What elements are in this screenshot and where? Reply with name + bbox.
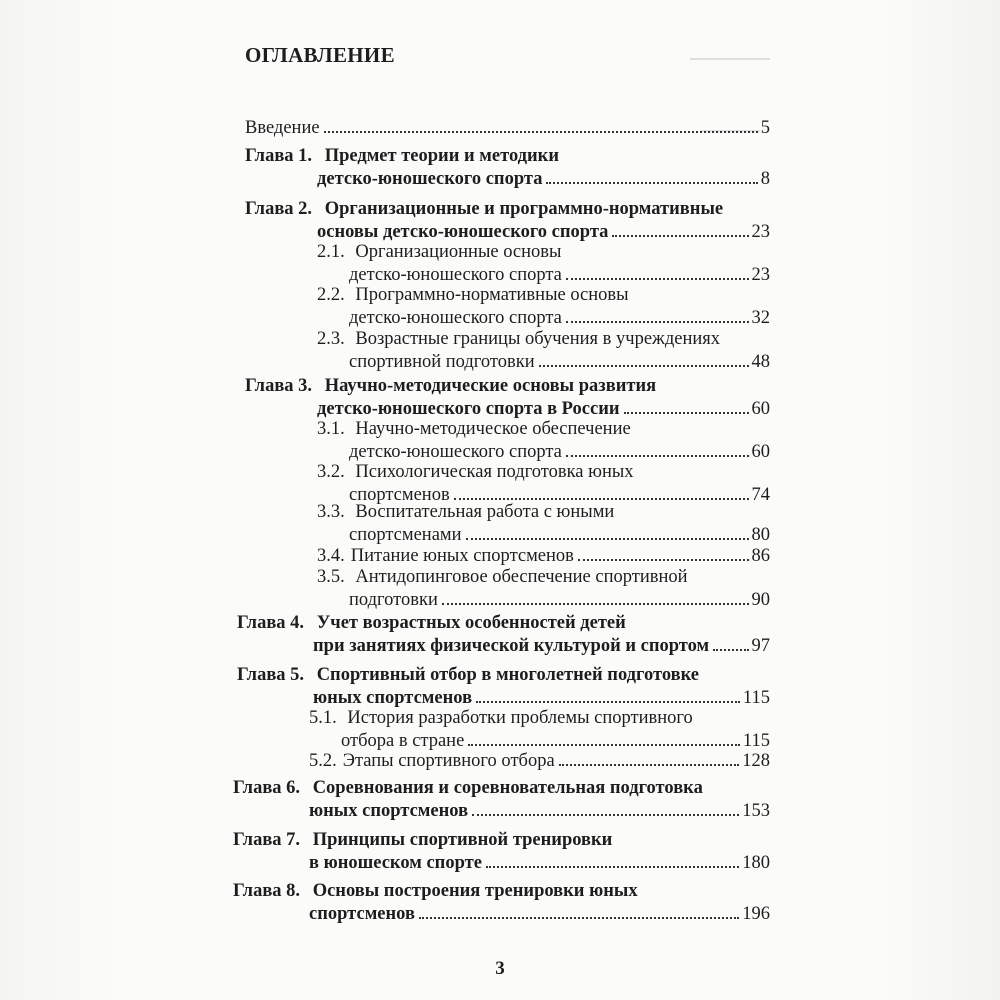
page-number: 3 [495, 958, 505, 979]
toc-entry-title-line2: основы детско-юношеского спорта [317, 222, 609, 242]
toc-page-number: 5 [760, 118, 770, 138]
toc-entry-chapter-1[interactable] [245, 145, 770, 191]
toc-page-number: 80 [751, 525, 770, 545]
toc-section-label: 3.1. [317, 419, 345, 439]
toc-page-number: 153 [742, 801, 770, 821]
toc-entry-title-line1: Учет возрастных особенностей детей [316, 613, 626, 633]
toc-entry-title-line2: детско-юношеского спорта [317, 169, 543, 189]
toc-chapter-label: Глава 5. [237, 665, 305, 685]
toc-entry-title-line1: Основы построения тренировки юных [312, 881, 638, 901]
leader-dots [624, 412, 749, 414]
toc-entry-title-line2: спортсменов [349, 485, 450, 505]
toc-entry-section-2-3[interactable] [317, 328, 770, 374]
toc-section-label: 3.4. [317, 546, 345, 566]
toc-entry-introduction[interactable] [245, 117, 770, 140]
toc-page-number: 86 [751, 546, 770, 566]
toc-entry-title-line1: Спортивный отбор в многолетней подготовке [316, 665, 700, 685]
toc-page-number: 60 [751, 442, 770, 462]
toc-entry-chapter-5[interactable] [237, 664, 770, 710]
toc-entry-title-line2: подготовки [349, 590, 438, 610]
toc-entry-chapter-7[interactable] [233, 829, 770, 875]
toc-entry-title-line2: детско-юношеского спорта [349, 442, 562, 462]
toc-page-number: 32 [751, 308, 770, 328]
toc-chapter-label: Глава 1. [245, 146, 313, 166]
toc-entry-chapter-3[interactable] [245, 375, 770, 421]
toc-entry-title-line2: юных спортсменов [313, 688, 473, 708]
toc-page-number: 90 [751, 590, 770, 610]
toc-entry-section-5-1[interactable] [309, 707, 770, 753]
toc-entry-title-line1: История разработки проблемы спортивного [347, 708, 693, 728]
toc-entry-title-line2: спортсменов [309, 904, 415, 924]
toc-page-number: 8 [760, 169, 770, 189]
toc-chapter-label: Глава 7. [233, 830, 301, 850]
toc-entry-title-line1: Психологическая подготовка юных [355, 462, 634, 482]
toc-entry-title-line1: Этапы спортивного отбора [342, 751, 555, 771]
toc-page-number: 115 [742, 731, 770, 751]
toc-entry-title-line1: Организационные основы [355, 242, 562, 262]
toc-section-label: 3.3. [317, 502, 345, 522]
leader-dots [476, 701, 740, 703]
toc-section-label: 5.1. [309, 708, 337, 728]
leader-dots [566, 455, 749, 457]
toc-entry-title-line1: Соревнования и соревновательная подготовка [312, 778, 703, 798]
bleed-through-mark [690, 58, 770, 60]
leader-dots [539, 365, 749, 367]
toc-section-label: 2.1. [317, 242, 345, 262]
toc-page-number: 74 [751, 485, 770, 505]
toc-entry-section-3-4[interactable] [317, 545, 770, 568]
toc-entry-title-line2: спортсменами [349, 525, 462, 545]
toc-entry-title-line2: отбора в стране [341, 731, 465, 751]
leader-dots [612, 235, 748, 237]
toc-entry-title-line1: Воспитательная работа с юными [355, 502, 615, 522]
toc-section-label: 3.2. [317, 462, 345, 482]
toc-entry-title-line2: спортивной подготовки [349, 352, 535, 372]
toc-page-number: 115 [742, 688, 770, 708]
toc-page-number: 196 [742, 904, 770, 924]
leader-dots [454, 498, 749, 500]
leader-dots [442, 603, 749, 605]
toc-entry-chapter-6[interactable] [233, 777, 770, 823]
toc-chapter-label: Глава 8. [233, 881, 301, 901]
toc-entry-chapter-4[interactable] [237, 612, 770, 658]
toc-entry-section-5-2[interactable] [309, 750, 770, 773]
leader-dots [566, 278, 749, 280]
toc-entry-title-line2: детско-юношеского спорта в России [317, 399, 620, 419]
toc-section-label: 2.2. [317, 285, 345, 305]
toc-section-label: 2.3. [317, 329, 345, 349]
toc-page-number: 23 [751, 265, 770, 285]
leader-dots [713, 649, 748, 651]
toc-entry-title-line2: детско-юношеского спорта [349, 308, 562, 328]
toc-entry-title-line1: Предмет теории и методики [324, 146, 559, 166]
toc-entry-section-2-2[interactable] [317, 284, 770, 330]
toc-entry-title-line1: Организационные и программно-нормативные [324, 199, 724, 219]
toc-entry-title-line1: Программно-нормативные основы [355, 285, 629, 305]
toc-section-label: 3.5. [317, 567, 345, 587]
toc-page-number: 60 [751, 399, 770, 419]
toc-page-number: 48 [751, 352, 770, 372]
toc-entry-label: Введение [245, 118, 320, 138]
toc-entry-title-line2: юных спортсменов [309, 801, 469, 821]
toc-page-number: 23 [751, 222, 770, 242]
toc-chapter-label: Глава 3. [245, 376, 313, 396]
leader-dots [559, 764, 740, 766]
leader-dots [486, 866, 739, 868]
leader-dots [546, 182, 757, 184]
toc-entry-title-line1: Антидопинговое обеспечение спортивной [355, 567, 688, 587]
leader-dots [468, 744, 740, 746]
leader-dots [472, 814, 739, 816]
toc-title: ОГЛАВЛЕНИЕ [245, 43, 395, 67]
toc-entry-title-line1: Научно-методические основы развития [324, 376, 657, 396]
toc-page-number: 97 [751, 636, 770, 656]
toc-entry-title-line1: Научно-методическое обеспечение [355, 419, 631, 439]
leader-dots [578, 559, 749, 561]
toc-entry-title-line1: Принципы спортивной тренировки [312, 830, 613, 850]
leader-dots [419, 917, 739, 919]
toc-entry-title-line2: при занятиях физической культурой и спортом [313, 636, 710, 656]
toc-section-label: 5.2. [309, 751, 337, 771]
toc-entry-title-line2: детско-юношеского спорта [349, 265, 562, 285]
toc-entry-chapter-8[interactable] [233, 880, 770, 926]
toc-entry-chapter-2[interactable] [245, 198, 770, 244]
toc-entry-title-line2: в юношеском спорте [309, 853, 482, 873]
leader-dots [566, 321, 749, 323]
toc-entry-title-line1: Питание юных спортсменов [350, 546, 574, 566]
toc-page-number: 128 [742, 751, 770, 771]
toc-entry-section-2-1[interactable] [317, 241, 770, 287]
toc-entry-section-3-1[interactable] [317, 418, 770, 464]
toc-chapter-label: Глава 4. [237, 613, 305, 633]
leader-dots [466, 538, 749, 540]
toc-page-number: 180 [742, 853, 770, 873]
leader-dots [324, 131, 758, 133]
toc-entry-section-3-5[interactable] [317, 566, 770, 612]
toc-entry-section-3-3[interactable] [317, 501, 770, 547]
toc-chapter-label: Глава 6. [233, 778, 301, 798]
toc-entry-title-line1: Возрастные границы обучения в учреждениях [355, 329, 721, 349]
toc-chapter-label: Глава 2. [245, 199, 313, 219]
